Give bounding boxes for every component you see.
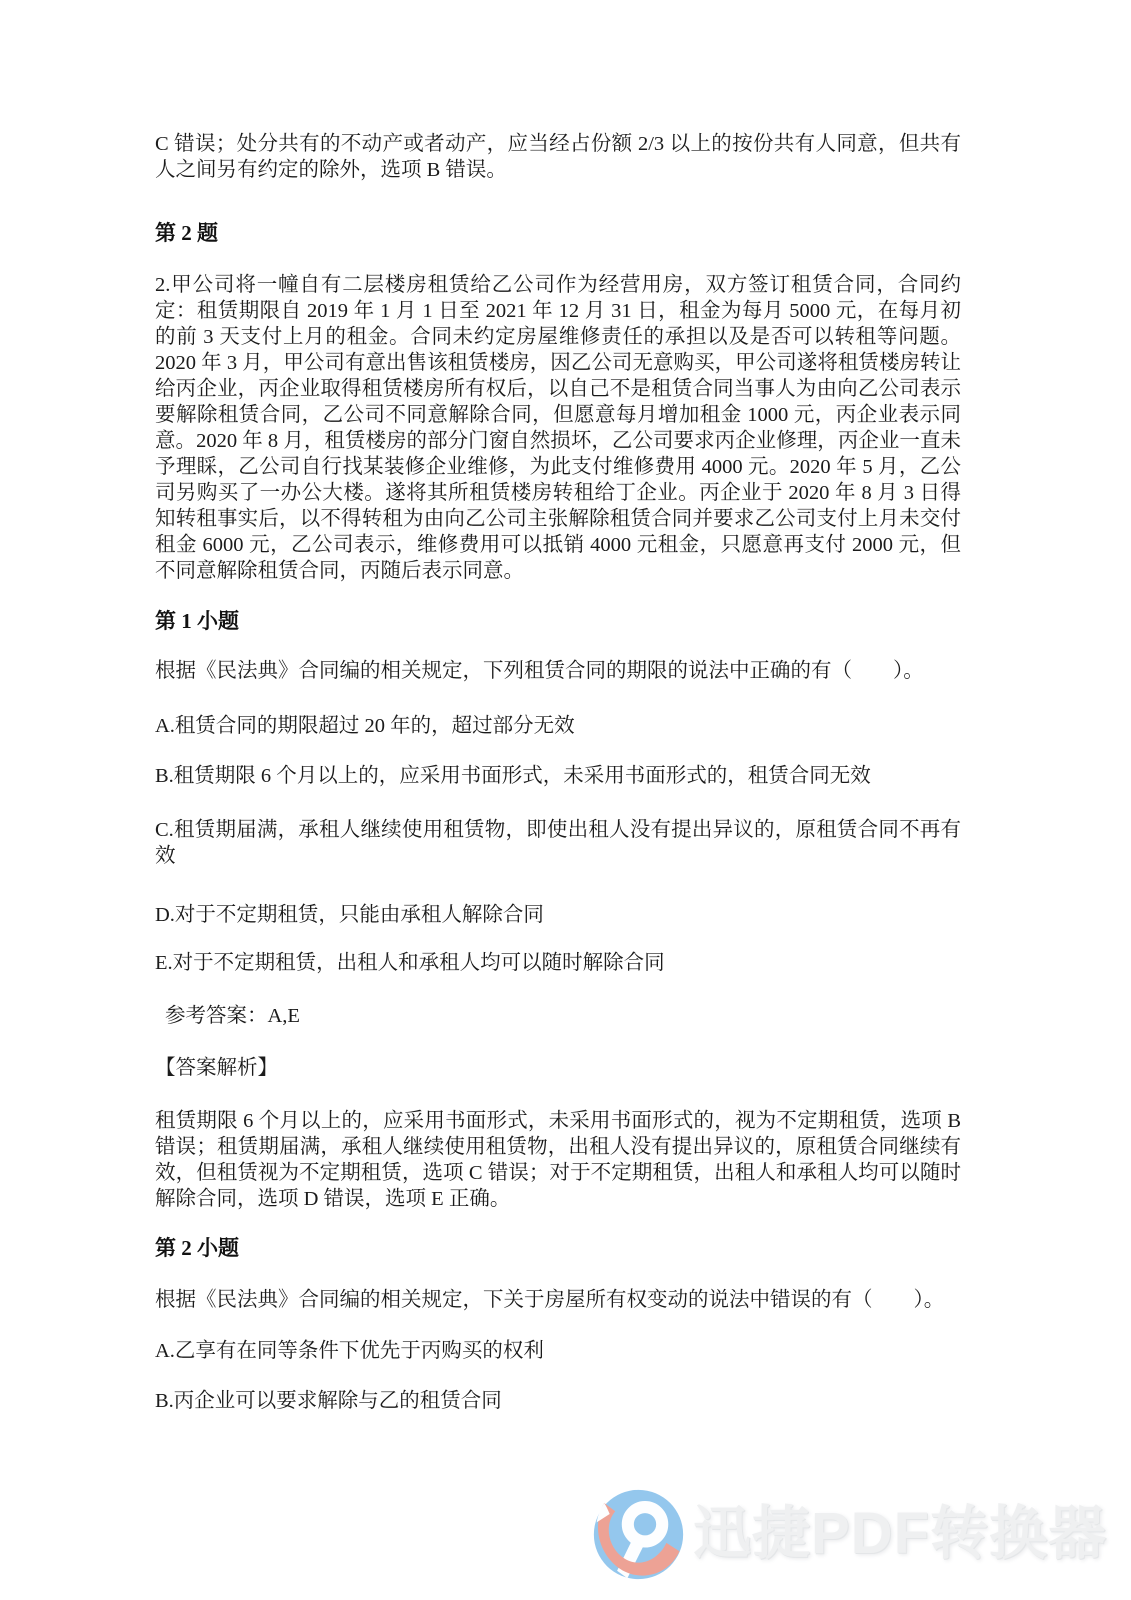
sub-question-1-option-d: D.对于不定期租赁，只能由承租人解除合同 [155, 904, 544, 926]
prev-answer-note: C 错误；处分共有的不动产或者动产，应当经占份额 2/3 以上的按份共有人同意，但共有人之间另有约定的除外，选项 B 错误。 [155, 133, 961, 181]
question-2-heading: 第 2 题 [155, 221, 218, 245]
sub-question-1-analysis-text: 租赁期限 6 个月以上的，应采用书面形式，未采用书面形式的，视为不定期租赁，选项 B 错误；租赁期届满，承租人继续使用租赁物，出租人没有提出异议的，原租赁合同继续有效，但租赁视为不定期租赁，选项 C 错误；对于不定期租赁，出租人和承租人均可以随时解除合同，选项 D 错误，选项 E 正确。 [155, 1110, 961, 1210]
sub-question-1-reference-answer: 参考答案：A,E [165, 1005, 300, 1027]
question-2-case-text: 2.甲公司将一幢自有二层楼房租赁给乙公司作为经营用房，双方签订租赁合同，合同约定：租赁期限自 2019 年 1 月 1 日至 2021 年 12 月 31 日，租金为每月 5000 元，在每月初的前 3 天支付上月的租金。合同未约定房屋维修责任的承担以及是否可以转租等问题。2020 年 3 月，甲公司有意出售该租赁楼房，因乙公司无意购买，甲公司遂将租赁楼房转让给丙企业，丙企业取得租赁楼房所有权后，以自己不是租赁合同当事人为由向乙公司表示要解除租赁合同，乙公司不同意解除合同，但愿意每月增加租金 1000 元，丙企业表示同意。2020 年 8 月，租赁楼房的部分门窗自然损坏，乙公司要求丙企业修理，丙企业一直未予理睬，乙公司自行找某装修企业维修，为此支付维修费用 4000 元。2020 年 5 月，乙公司另购买了一办公大楼。遂将其所租赁楼房转租给丁企业。丙企业于 2020 年 8 月 3 日得知转租事实后，以不得转租为由向乙公司主张解除租赁合同并要求乙公司支付上月未交付租金 6000 元，乙公司表示，维修费用可以抵销 4000 元租金，只愿意再支付 2000 元，但不同意解除租赁合同，丙随后表示同意。 [155, 274, 961, 582]
sub-question-2-option-b: B.丙企业可以要求解除与乙的租赁合同 [155, 1390, 502, 1412]
sub-question-1-option-a: A.租赁合同的期限超过 20 年的，超过部分无效 [155, 715, 575, 737]
sub-question-1-heading: 第 1 小题 [155, 609, 239, 633]
watermark-brand-text: 迅捷PDF转换器 [693, 1501, 1108, 1566]
sub-question-1-stem: 根据《民法典》合同编的相关规定，下列租赁合同的期限的说法中正确的有（ ）。 [155, 660, 924, 682]
sub-question-2-heading: 第 2 小题 [155, 1236, 239, 1260]
sub-question-1-analysis-heading: 【答案解析】 [155, 1057, 278, 1079]
sub-question-1-option-b: B.租赁期限 6 个月以上的，应采用书面形式，未采用书面形式的，租赁合同无效 [155, 765, 871, 787]
sub-question-1-option-e: E.对于不定期租赁，出租人和承租人均可以随时解除合同 [155, 952, 665, 974]
sub-question-2-stem: 根据《民法典》合同编的相关规定，下关于房屋所有权变动的说法中错误的有（ ）。 [155, 1289, 945, 1311]
sub-question-1-option-c: C.租赁期届满，承租人继续使用租赁物，即使出租人没有提出异议的，原租赁合同不再有效 [155, 819, 961, 867]
watermark [592, 1486, 1107, 1582]
sub-question-2-option-a: A.乙享有在同等条件下优先于丙购买的权利 [155, 1340, 544, 1362]
document-content [155, 131, 961, 1414]
pdf-converter-logo-icon [592, 1488, 685, 1581]
